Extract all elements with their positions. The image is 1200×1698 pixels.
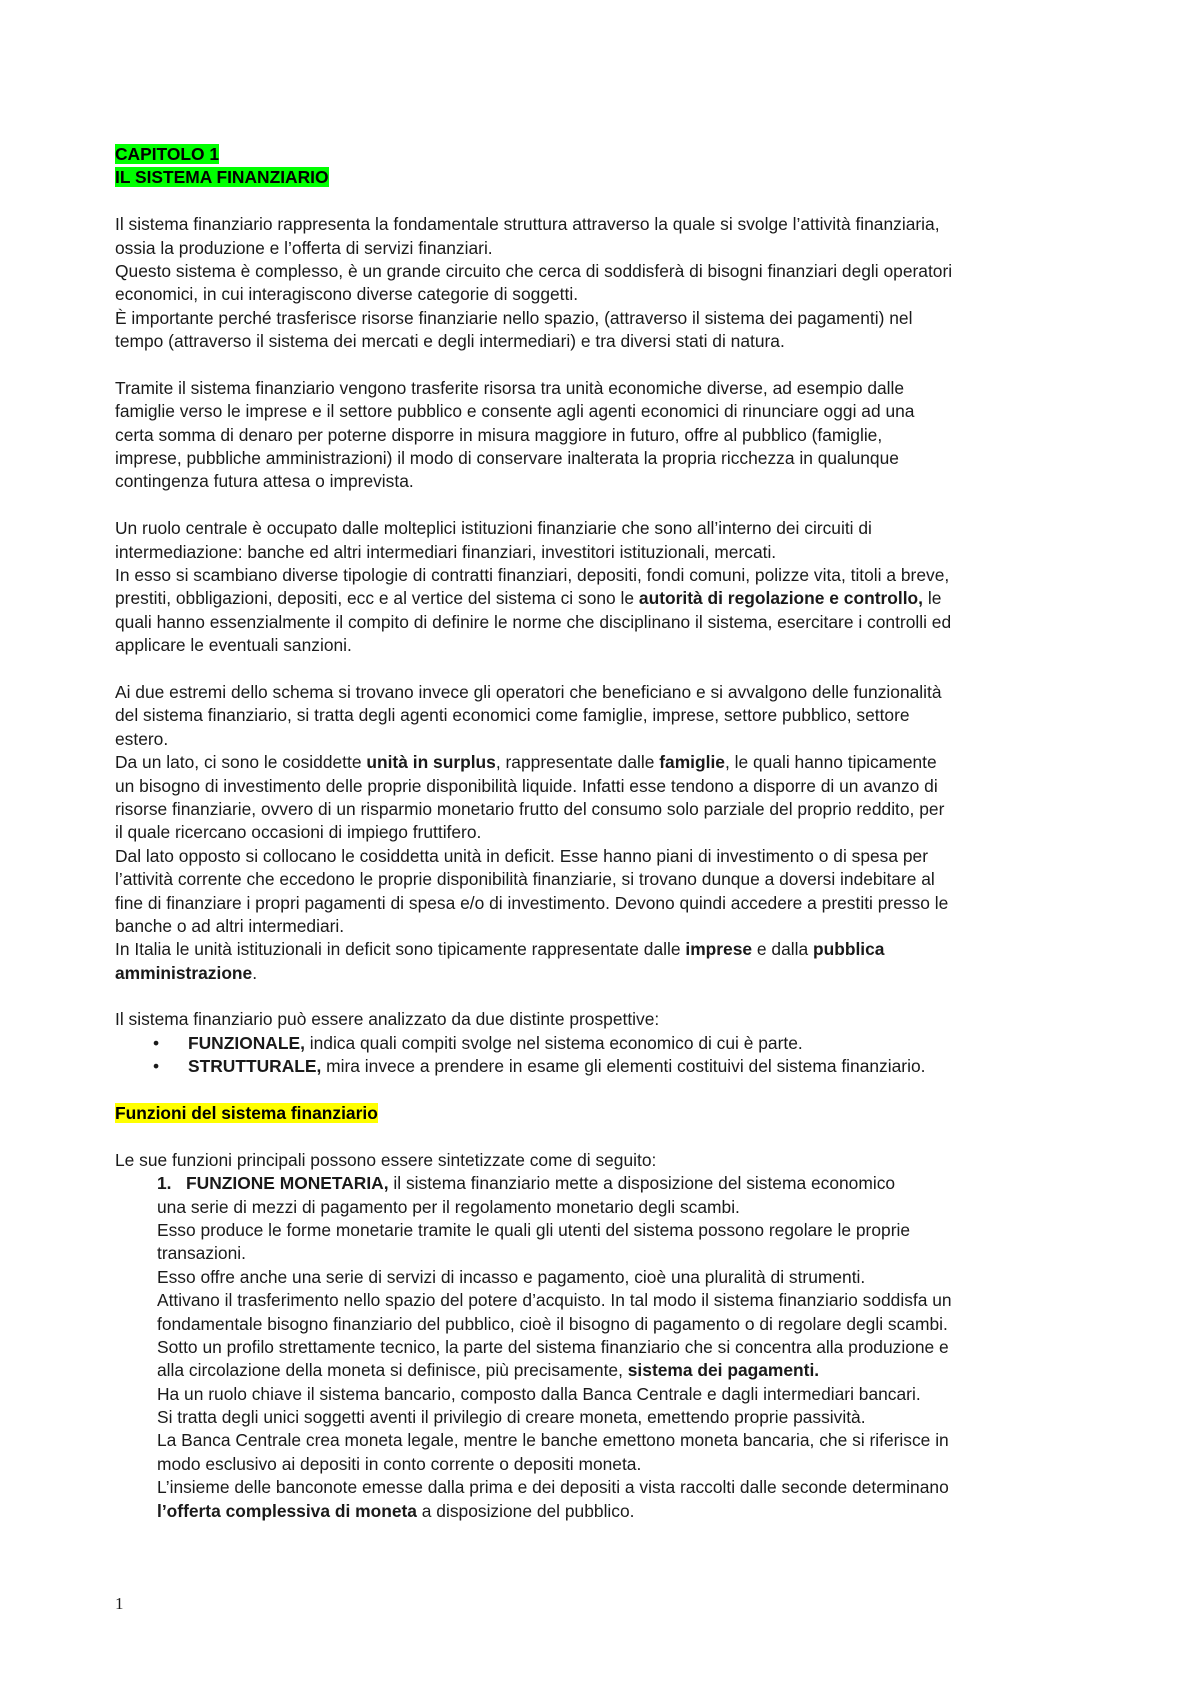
text-line: alla circolazione della moneta si definisce, più precisamente, sistema dei pagamenti. (157, 1360, 820, 1381)
document-page (115, 143, 1100, 1523)
text-line: Tramite il sistema finanziario vengono trasferite risorsa tra unità economiche diverse, ad esempio dalle (115, 377, 905, 398)
text-line: amministrazione. (115, 962, 258, 983)
blank-line (115, 1079, 1100, 1102)
bullet-icon: • (153, 1032, 160, 1053)
text-line: del sistema finanziario, si tratta degli agenti economici come famiglie, imprese, settore pubblico, settore (115, 705, 910, 726)
text-line: modo esclusivo ai depositi in conto corrente o depositi moneta. (157, 1453, 642, 1474)
paragraph-transfers (115, 377, 1100, 494)
text-line: Un ruolo centrale è occupato dalle molteplici istituzioni finanziarie che sono all’interno dei circuiti di (115, 518, 872, 539)
blank-line (115, 985, 1100, 1008)
text-line: In Italia le unità istituzionali in deficit sono tipicamente rappresentate dalle imprese e dalla pubblica (115, 939, 885, 960)
text-line: Attivano il trasferimento nello spazio del potere d’acquisto. In tal modo il sistema finanziario soddisfa un (157, 1290, 952, 1311)
text-line: Ai due estremi dello schema si trovano invece gli operatori che beneficiano e si avvalgono delle funzionalità (115, 681, 942, 702)
blank-line (115, 1125, 1100, 1148)
page-number: 1 (115, 1594, 124, 1613)
blank-line (115, 494, 1100, 517)
blank-line (115, 354, 1100, 377)
list-number: 1. (157, 1173, 172, 1194)
text-line: Si tratta degli unici soggetti aventi il privilegio di creare moneta, emettendo proprie passività. (157, 1407, 866, 1428)
bold-term: autorità di regolazione e controllo, (638, 588, 923, 609)
blank-line (115, 658, 1100, 681)
bold-term: l’offerta complessiva di moneta (157, 1500, 417, 1521)
text-line: una serie di mezzi di pagamento per il regolamento monetario degli scambi. (157, 1196, 740, 1217)
text-line: l’offerta complessiva di moneta a disposizione del pubblico. (157, 1500, 635, 1521)
text-line: prestiti, obbligazioni, depositi, ecc e al vertice del sistema ci sono le autorità di regolazione e controllo, le (115, 588, 942, 609)
text-line: il quale ricercano occasioni di impiego fruttifero. (115, 822, 482, 843)
text-line: intermediazione: banche ed altri intermediari finanziari, investitori istituzionali, mercati. (115, 541, 777, 562)
text-line: estero. (115, 728, 169, 749)
text-line: certa somma di denaro per poterne disporre in misura maggiore in futuro, offre al pubblico (famiglie, (115, 424, 883, 445)
text-line: Il sistema finanziario rappresenta la fondamentale struttura attraverso la quale si svolge l’attività finanziaria, (115, 214, 940, 235)
text-line: fondamentale bisogno finanziario del pubblico, cioè il bisogno di pagamento o di regolare degli scambi. (157, 1313, 948, 1334)
text-line: contingenza futura attesa o imprevista. (115, 471, 414, 492)
text-line: applicare le eventuali sanzioni. (115, 635, 352, 656)
text-line: famiglie verso le imprese e il settore pubblico e consente agli agenti economici di rinunciare oggi ad una (115, 401, 915, 422)
bold-term: FUNZIONE MONETARIA, (186, 1173, 389, 1194)
text-line: Dal lato opposto si collocano le cosiddetta unità in deficit. Esse hanno piani di investimento o di spesa per (115, 845, 929, 866)
bold-term: unità in surplus (366, 752, 496, 773)
text-line: quali hanno essenzialmente il compito di definire le norme che disciplinano il sistema, esercitare i controlli ed (115, 611, 952, 632)
text-line: Sotto un profilo strettamente tecnico, la parte del sistema finanziario che si concentra alla produzione e (157, 1336, 949, 1357)
bullet-item-funzionale: • FUNZIONALE, indica quali compiti svolge nel sistema economico di cui è parte. (115, 1032, 1100, 1055)
text-line: Le sue funzioni principali possono essere sintetizzate come di seguito: (115, 1149, 657, 1170)
text-line: fine di finanziare i propri pagamenti di spesa e/o di investimento. Devono quindi accedere a prestiti presso le (115, 892, 949, 913)
text-line: banche o ad altri intermediari. (115, 915, 345, 936)
text-line: transazioni. (157, 1243, 246, 1264)
text-line: risorse finanziarie, ovvero di un risparmio monetario frutto del consumo solo parziale del proprio reddito, per (115, 798, 945, 819)
paragraph-institutions (115, 517, 1100, 657)
text-line: l’attività corrente che eccedono le proprie disponibilità finanziarie, si trovano dunque a doversi indebitare al (115, 869, 935, 890)
bullet-item-strutturale: • STRUTTURALE, mira invece a prendere in esame gli elementi costituivi del sistema finanziario. (115, 1055, 1100, 1078)
numbered-item-1: 1. FUNZIONE MONETARIA, il sistema finanziario mette a disposizione del sistema economico (157, 1173, 896, 1194)
text-line: Da un lato, ci sono le cosiddette unità in surplus, rappresentate dalle famiglie, le quali hanno tipicamente (115, 752, 937, 773)
text-line: Esso offre anche una serie di servizi di incasso e pagamento, cioè una pluralità di strumenti. (157, 1266, 866, 1287)
blank-line (115, 190, 1100, 213)
paragraph-perspectives (115, 1008, 1100, 1078)
bold-term: famiglie (659, 752, 725, 773)
text-line: imprese, pubbliche amministrazioni) il modo di conservare inalterata la propria ricchezza in qualunque (115, 448, 899, 469)
bold-term: pubblica (812, 939, 885, 960)
bold-term: imprese (685, 939, 753, 960)
section-functions (115, 1149, 1100, 1523)
text-line: L’insieme delle banconote emesse dalla prima e dei depositi a vista raccolti dalle seconde determinano (157, 1477, 949, 1498)
chapter-label: CAPITOLO 1 (115, 144, 220, 164)
text-line: un bisogno di investimento delle proprie disponibilità liquide. Infatti esse tendono a disporre di un avanzo di (115, 775, 938, 796)
section-heading: Funzioni del sistema finanziario (115, 1103, 378, 1124)
bold-term: sistema dei pagamenti. (627, 1360, 820, 1381)
paragraph-operators (115, 681, 1100, 985)
paragraph-intro (115, 213, 1100, 353)
bold-term: amministrazione (115, 962, 253, 983)
text-line: La Banca Centrale crea moneta legale, mentre le banche emettono moneta bancaria, che si riferisce in (157, 1430, 949, 1451)
text-line: Esso produce le forme monetarie tramite le quali gli utenti del sistema possono regolare le proprie (157, 1219, 911, 1240)
chapter-title: IL SISTEMA FINANZIARIO (115, 167, 329, 188)
text-line: Ha un ruolo chiave il sistema bancario, composto dalla Banca Centrale e dagli intermediari bancari. (157, 1383, 921, 1404)
text-line: tempo (attraverso il sistema dei mercati e degli intermediari) e tra diversi stati di natura. (115, 331, 785, 352)
text-line: Il sistema finanziario può essere analizzato da due distinte prospettive: (115, 1009, 660, 1030)
text-line: ossia la produzione e l’offerta di servizi finanziari. (115, 237, 493, 258)
text-line: Questo sistema è complesso, è un grande circuito che cerca di soddisferà di bisogni finanziari degli operatori (115, 260, 953, 281)
text-line: In esso si scambiano diverse tipologie di contratti finanziari, depositi, fondi comuni, polizze vita, titoli a breve, (115, 565, 950, 586)
text-line: economici, in cui interagiscono diverse categorie di soggetti. (115, 284, 579, 305)
bullet-icon: • (153, 1056, 160, 1077)
text-line: È importante perché trasferisce risorse finanziarie nello spazio, (attraverso il sistema dei pagamenti) nel (115, 307, 913, 328)
